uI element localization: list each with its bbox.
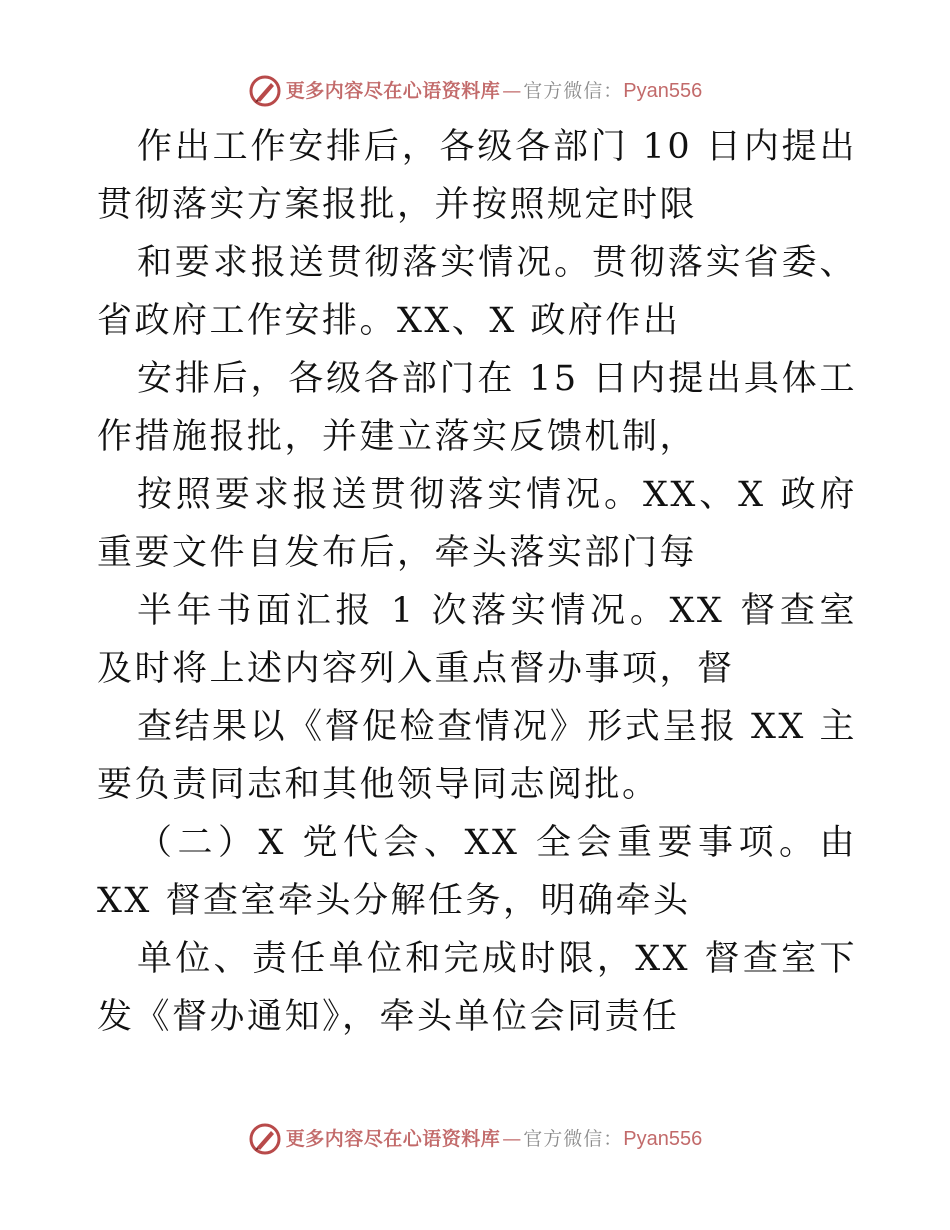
document-body [97,118,857,1046]
paragraph-5: 半年书面汇报 1 次落实情况。XX 督查室及时将上述内容列入重点督办事项，督 [97,591,857,689]
header-banner-dash: — [502,79,522,102]
header-banner-sub: 官方微信： [523,79,624,102]
footer-banner-main: 更多内容尽在心语资料库 [285,1127,501,1150]
pen-circle-logo-icon [248,74,282,108]
header-banner-wechat-id: Pyan556 [623,80,703,102]
paragraph-2: 和要求报送贯彻落实情况。贯彻落实省委、省政府工作安排。XX、X 政府作出 [97,243,857,341]
paragraph-4: 按照要求报送贯彻落实情况。XX、X 政府重要文件自发布后，牵头落实部门每 [97,475,857,573]
footer-banner [0,1117,950,1161]
paragraph-1: 作出工作安排后，各级各部门 10 日内提出贯彻落实方案报批，并按照规定时限 [97,127,857,225]
footer-banner-dash: — [502,1127,522,1150]
paragraph-6: 查结果以《督促检查情况》形式呈报 XX 主要负责同志和其他领导同志阅批。 [97,707,857,805]
paragraph-7: （二）X 党代会、XX 全会重要事项。由 XX 督查室牵头分解任务，明确牵头 [97,823,857,921]
footer-banner-wechat-id: Pyan556 [623,1128,703,1150]
header-banner [0,69,950,113]
header-banner-main: 更多内容尽在心语资料库 [285,79,501,102]
header-banner-text [286,81,703,101]
paragraph-3: 安排后，各级各部门在 15 日内提出具体工作措施报批，并建立落实反馈机制， [97,359,857,457]
footer-banner-text [286,1129,703,1149]
footer-banner-sub: 官方微信： [523,1127,624,1150]
paragraph-8: 单位、责任单位和完成时限，XX 督查室下发《督办通知》，牵头单位会同责任 [97,939,857,1037]
pen-circle-logo-icon [248,1122,282,1156]
